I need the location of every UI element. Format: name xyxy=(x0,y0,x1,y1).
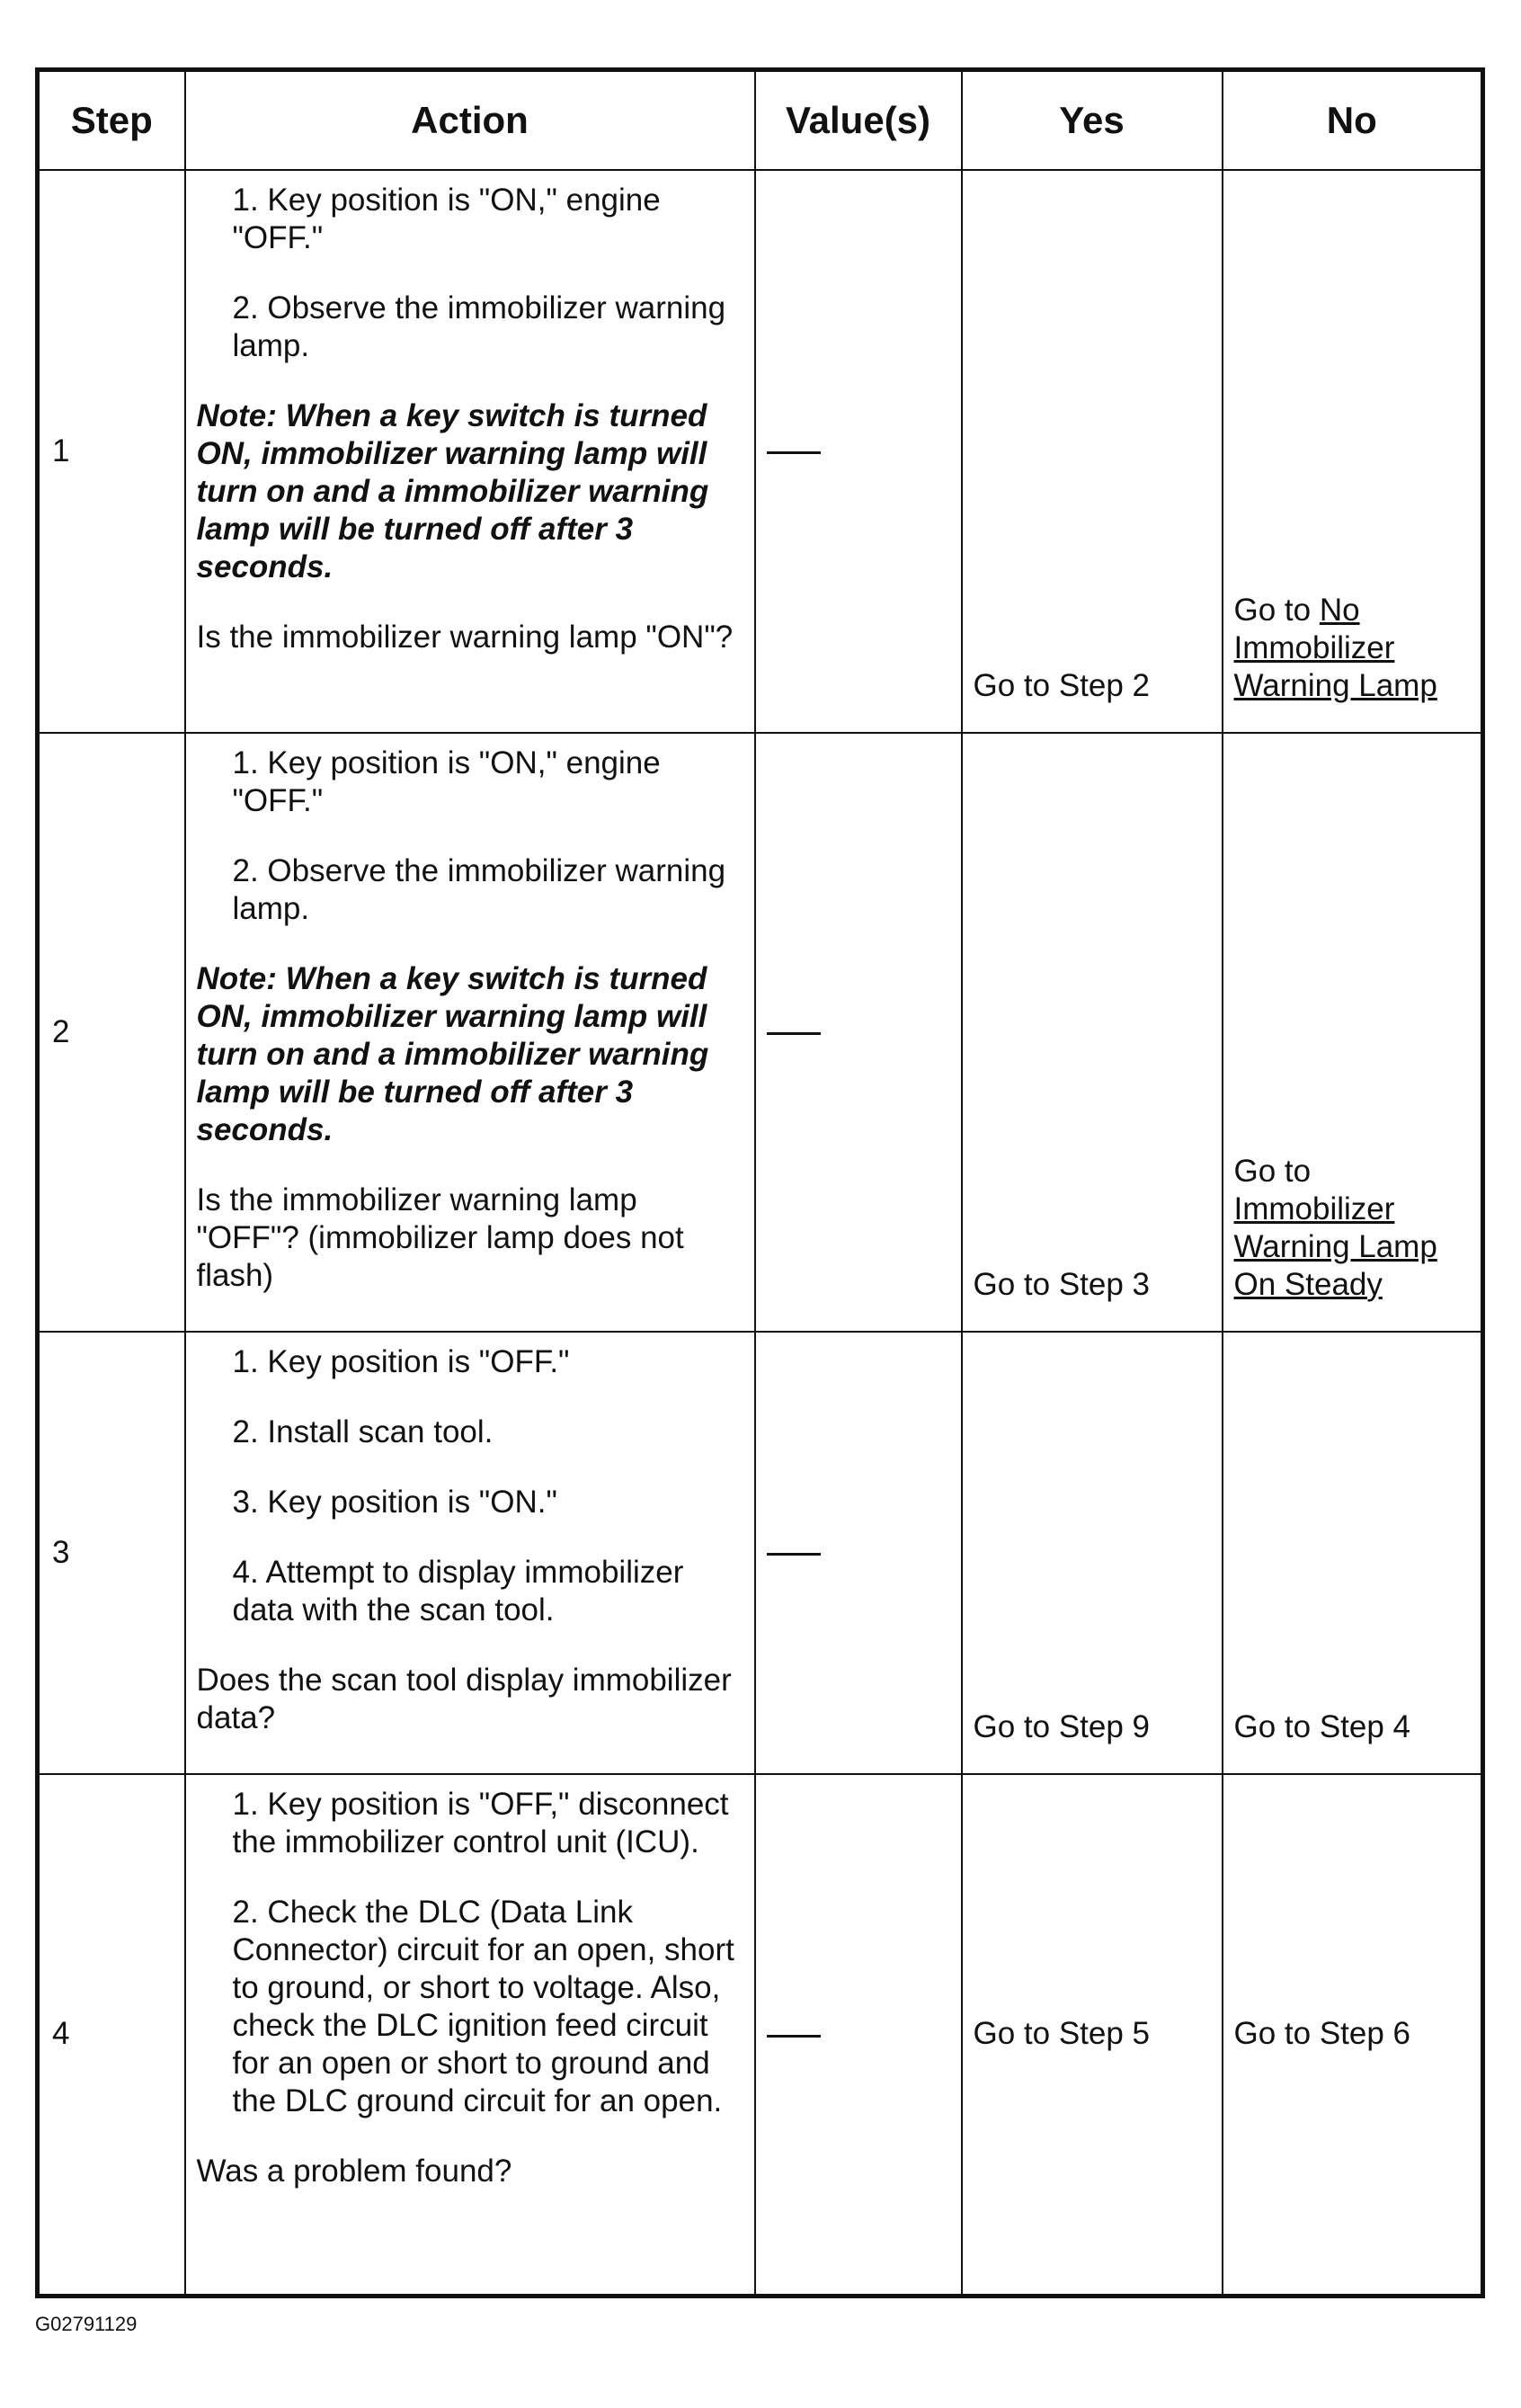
diagnostic-table xyxy=(35,67,1485,2298)
action-question: Is the immobilizer warning lamp "ON"? xyxy=(196,619,734,655)
no-result xyxy=(1223,170,1483,733)
header-no: No xyxy=(1223,70,1483,170)
no-prefix: Go to xyxy=(1233,592,1320,628)
action-note: Note: When a key switch is turned ON, immobilizer warning lamp will turn on and a immobilizer warning lamp will be turned off after 3 seconds. xyxy=(196,960,709,1147)
yes-result: Go to Step 3 xyxy=(962,733,1223,1332)
action-item: 4. Attempt to display immobilizer data with the scan tool. xyxy=(232,1554,684,1628)
step-number: 4 xyxy=(38,1774,185,2297)
no-result: Go to Step 4 xyxy=(1223,1332,1483,1774)
header-values: Value(s) xyxy=(755,70,962,170)
action-item: 1. Key position is "OFF." xyxy=(232,1343,570,1379)
action-question: Is the immobilizer warning lamp "OFF"? (immobilizer lamp does not flash) xyxy=(196,1182,684,1293)
header-action: Action xyxy=(185,70,755,170)
value-cell xyxy=(755,733,962,1332)
action-cell xyxy=(185,733,755,1332)
step-number: 1 xyxy=(38,170,185,733)
no-result xyxy=(1223,733,1483,1332)
value-dash xyxy=(767,2035,821,2038)
value-cell xyxy=(755,1774,962,2297)
action-item: 2. Observe the immobilizer warning lamp. xyxy=(232,852,726,926)
value-dash xyxy=(767,451,821,454)
table-row xyxy=(38,1332,1483,1774)
action-note: Note: When a key switch is turned ON, immobilizer warning lamp will turn on and a immobilizer warning lamp will be turned off after 3 seconds. xyxy=(196,397,709,584)
table-row xyxy=(38,1774,1483,2297)
header-row xyxy=(38,70,1483,170)
action-question: Does the scan tool display immobilizer data? xyxy=(196,1662,732,1735)
value-cell xyxy=(755,1332,962,1774)
no-link[interactable]: Immobilizer Warning Lamp On Steady xyxy=(1233,1191,1437,1302)
action-question: Was a problem found? xyxy=(196,2153,512,2189)
no-result: Go to Step 6 xyxy=(1223,1774,1483,2297)
no-prefix: Go to xyxy=(1233,1153,1312,1189)
action-item: 2. Observe the immobilizer warning lamp. xyxy=(232,290,726,363)
table-row xyxy=(38,170,1483,733)
header-step: Step xyxy=(38,70,185,170)
action-cell xyxy=(185,1332,755,1774)
step-number: 2 xyxy=(38,733,185,1332)
action-cell xyxy=(185,170,755,733)
value-dash xyxy=(767,1032,821,1035)
action-cell xyxy=(185,1774,755,2297)
action-item: 1. Key position is "OFF," disconnect the immobilizer control unit (ICU). xyxy=(232,1786,729,1860)
yes-result: Go to Step 5 xyxy=(962,1774,1223,2297)
yes-result: Go to Step 9 xyxy=(962,1332,1223,1774)
action-item: 2. Check the DLC (Data Link Connector) circuit for an open, short to ground, or short to voltage. Also, check the DLC ignition feed circuit for an open or short to ground and the DLC ground circuit for an open. xyxy=(232,1894,734,2118)
figure-id: G02791129 xyxy=(35,2313,138,2335)
action-item: 1. Key position is "ON," engine "OFF." xyxy=(232,745,661,818)
value-dash xyxy=(767,1553,821,1556)
action-item: 1. Key position is "ON," engine "OFF." xyxy=(232,182,661,255)
header-yes: Yes xyxy=(962,70,1223,170)
value-cell xyxy=(755,170,962,733)
no-link[interactable]: No Immobilizer Warning Lamp xyxy=(1233,592,1437,703)
action-item: 3. Key position is "ON." xyxy=(232,1484,557,1520)
step-number: 3 xyxy=(38,1332,185,1774)
yes-result: Go to Step 2 xyxy=(962,170,1223,733)
table-row xyxy=(38,733,1483,1332)
action-item: 2. Install scan tool. xyxy=(232,1414,494,1449)
